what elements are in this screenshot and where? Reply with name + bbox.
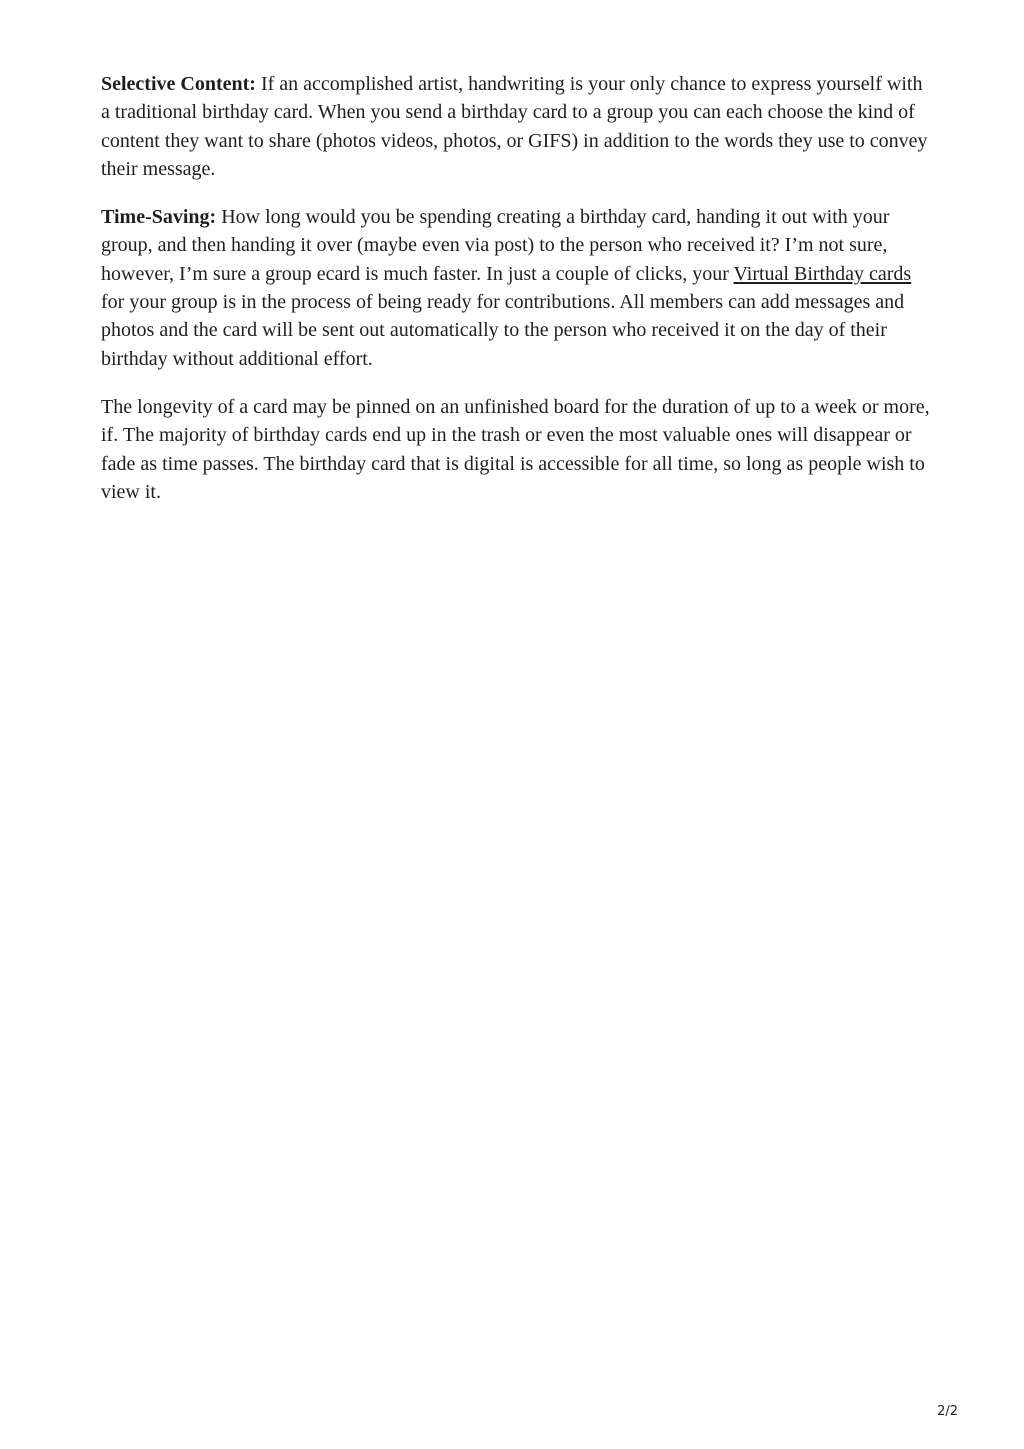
selective-content-heading: Selective Content:	[101, 73, 256, 95]
paragraph-time-saving	[101, 203, 931, 373]
selective-content-text: If an accomplished artist, handwriting is your only chance to express yourself with a traditional birthday card. When you send a birthday card to a group you can each choose the kind of content they want to share (photos videos, photos, or GIFS) in addition to the words they use to convey their message.	[101, 73, 928, 180]
time-saving-text-before-link: How long would you be spending creating a birthday card, handing it out with your group, and then handing it over (maybe even via post) to the person who received it? I’m not sure, however, I’m sure a group ecard is much faster. In just a couple of clicks, your	[101, 206, 890, 285]
page-number: 2/2	[937, 1404, 958, 1419]
virtual-birthday-cards-link[interactable]: Virtual Birthday cards	[733, 262, 912, 285]
time-saving-heading: Time-Saving:	[101, 206, 217, 229]
document-body	[101, 70, 931, 526]
time-saving-text-after-link: for your group is in the process of being ready for contributions. All members can add messages and photos and the card will be sent out automatically to the person who received it on the day of their birthday without additional effort.	[101, 291, 905, 370]
longevity-text: The longevity of a card may be pinned on an unfinished board for the duration of up to a week or more, if. The majority of birthday cards end up in the trash or even the most valuable ones will disappear or fade as time passes. The birthday card that is digital is accessible for all time, so long as people wish to view it.	[101, 395, 930, 503]
paragraph-selective-content	[101, 70, 931, 183]
paragraph-longevity	[101, 393, 931, 506]
